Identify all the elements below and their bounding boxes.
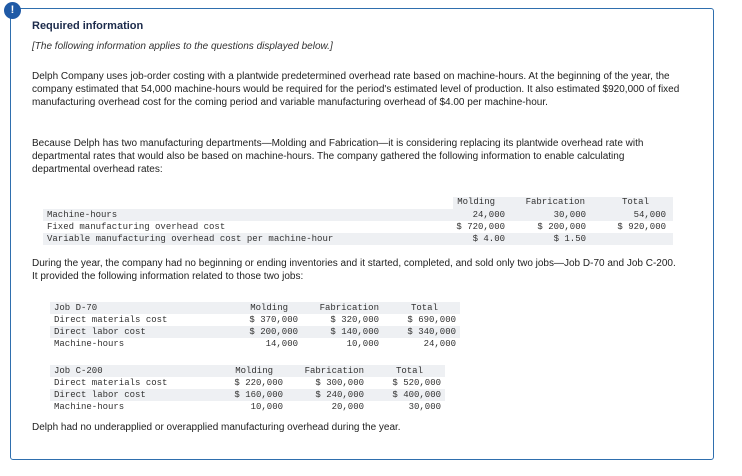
cell: $ 4.00 [472,234,505,244]
cell: $ 690,000 [407,315,456,325]
job-name: Job D-70 [54,303,98,313]
table-row [50,365,445,377]
table-row [50,389,445,401]
cell: $ 340,000 [407,327,456,337]
table-row [50,377,445,389]
cell: $ 200,000 [537,222,586,232]
table-row [50,338,460,350]
paragraph-jobs: During the year, the company had no beginning or ending inventories and it started, completed, and sold only two jobs—Job D-70 and Job C-200. It provided the following information related to those two jobs: [32,258,676,282]
alert-icon: ! [4,2,21,19]
cell: $ 1.50 [553,234,586,244]
table-row [50,314,460,326]
table-row [43,233,673,245]
header-fabrication: Fabrication [319,303,379,313]
cell: 10,000 [250,402,283,412]
header-molding: Molding [235,366,273,376]
table-row [50,302,460,314]
cell: $ 240,000 [315,390,364,400]
cell: 24,000 [472,210,505,220]
row-label: Direct labor cost [54,327,146,337]
job-c200-table [50,365,445,415]
row-label: Fixed manufacturing overhead cost [47,222,226,232]
row-label: Direct labor cost [54,390,146,400]
table-row [50,401,445,413]
cell: 24,000 [423,339,456,349]
cell: 54,000 [633,210,666,220]
table-row [43,209,673,221]
cell: $ 400,000 [392,390,441,400]
required-info-title: Required information [32,20,144,32]
instruction-note: [The following information applies to the questions displayed below.] [32,41,333,52]
paragraph-departments: Because Delph has two manufacturing departments—Molding and Fabrication—it is considering replacing its plantwide overhead rate with departmental rates that would also be based on machine-hours. The company gathered the following information to enable calculating departmental overhead rates: [32,138,644,175]
dept-header-fabrication: Fabrication [525,197,585,207]
job-d70-table [50,302,460,352]
cell: 30,000 [553,210,586,220]
header-total: Total [395,366,423,376]
cell: $ 220,000 [234,378,283,388]
dept-header-total: Total [621,197,649,207]
header-molding: Molding [250,303,288,313]
row-label: Machine-hours [54,402,125,412]
cell: $ 720,000 [456,222,505,232]
cell: 10,000 [346,339,379,349]
dept-header-molding: Molding [457,197,495,207]
row-label: Machine-hours [54,339,125,349]
cell: $ 200,000 [249,327,298,337]
job-name: Job C-200 [54,366,103,376]
cell: $ 160,000 [234,390,283,400]
header-total: Total [410,303,438,313]
cell: $ 920,000 [617,222,666,232]
cell: 20,000 [331,402,364,412]
cell: 14,000 [265,339,298,349]
row-label: Direct materials cost [54,315,168,325]
cell: $ 300,000 [315,378,364,388]
cell: $ 520,000 [392,378,441,388]
cell: $ 320,000 [330,315,379,325]
paragraph-overhead-note: Delph had no underapplied or overapplied manufacturing overhead during the year. [32,422,401,433]
table-row [43,221,673,233]
table-row [50,326,460,338]
row-label: Machine-hours [47,210,118,220]
row-label: Variable manufacturing overhead cost per machine-hour [47,234,334,244]
row-label: Direct materials cost [54,378,168,388]
cell: 30,000 [408,402,441,412]
cell: $ 140,000 [330,327,379,337]
cell: $ 370,000 [249,315,298,325]
department-table [43,197,673,249]
header-fabrication: Fabrication [304,366,364,376]
paragraph-overhead-rate: Delph Company uses job-order costing with a plantwide predetermined overhead rate based on machine-hours. At the beginning of the year, the company estimated that 54,000 machine-hours would be required for the period's estimated level of production. It also estimated $920,000 of fixed manufacturing overhead cost for the coming period and variable manufacturing overhead of $4.00 per machine-hour. [32,71,680,108]
